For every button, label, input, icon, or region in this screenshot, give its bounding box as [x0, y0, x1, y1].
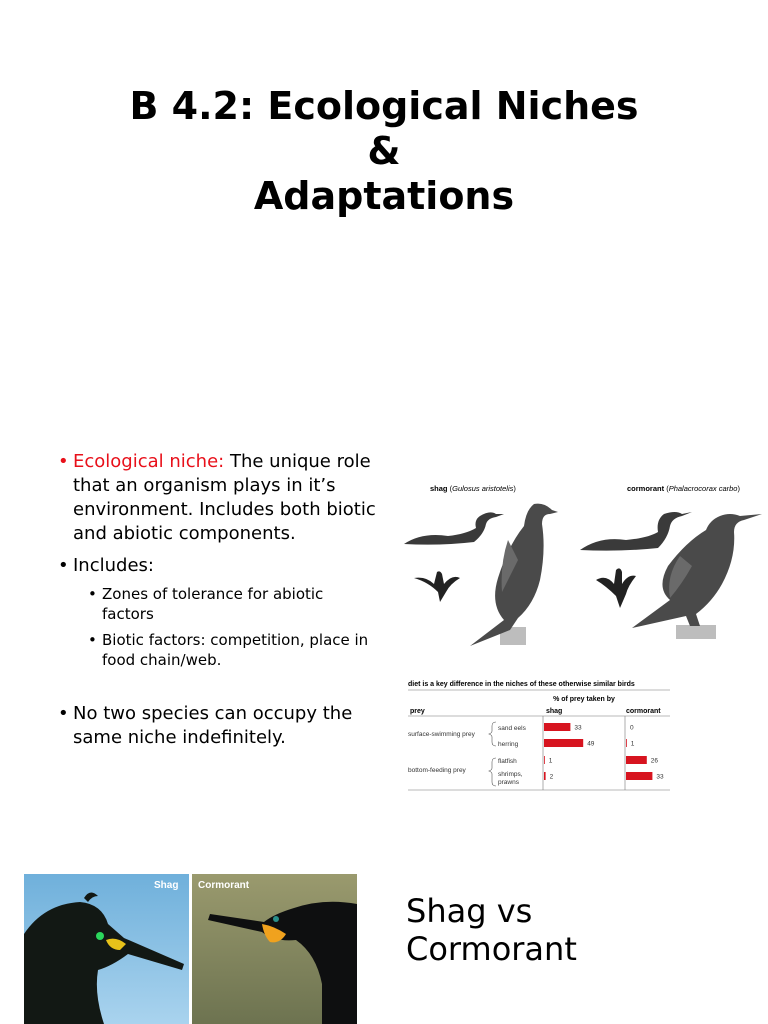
value-label-shag-herring: 49 [587, 740, 595, 748]
surface-group-brace [489, 722, 496, 746]
cormorant-latin: Phalacrocorax carbo [668, 484, 738, 493]
diet-chart-marks [498, 723, 664, 786]
cormorant-standing-illustration [632, 514, 762, 639]
shag-caption: shag (Gulosus aristotelis) [430, 484, 516, 493]
bar-cormorant-shrimps-prawns [626, 772, 652, 780]
bar-cormorant-herring [626, 739, 627, 747]
side-caption-line-1: Shag vs [406, 892, 533, 930]
definition-text: The unique role that an organism plays in it’s environment. Includes both biotic and abiotic components. [73, 451, 376, 544]
category-label-shrimps-prawns-2: prawns [498, 779, 519, 786]
sub-bullet-abiotic: • Zones of tolerance for abiotic factors [85, 584, 376, 624]
side-caption [406, 892, 577, 968]
cormorant-eye [273, 916, 279, 922]
title-line-2: & [367, 129, 401, 173]
value-label-cormorant-shrimps-prawns: 33 [656, 773, 664, 781]
category-label-sand-eels: sand eels [498, 725, 526, 732]
col-shag-header: shag [546, 708, 563, 715]
value-label-cormorant-herring: 1 [630, 740, 635, 748]
group-bottom-feeding-prey: bottom-feeding prey [408, 767, 466, 774]
slide-title [0, 84, 768, 219]
niche-figure [400, 480, 768, 800]
bullet-ecological-niche [56, 450, 376, 546]
category-label-herring: herring [498, 741, 519, 748]
shag-latin: Gulosus aristotelis [452, 484, 514, 493]
cormorant-swimming-illustration [580, 512, 692, 551]
bar-shag-flatfish [544, 756, 545, 764]
cormorant-flying-illustration [596, 568, 636, 608]
value-label-shag-shrimps-prawns: 2 [549, 773, 554, 781]
photo-divider [189, 874, 192, 1024]
bottom-group-brace [489, 758, 496, 786]
bullet-includes [56, 554, 376, 670]
col-prey-header: prey [410, 708, 425, 715]
shag-cormorant-photo-svg [24, 874, 357, 1024]
pct-header: % of prey taken by [553, 696, 615, 703]
shag-name: shag [430, 484, 448, 493]
sub-bullet-list [85, 584, 376, 670]
niche-figure-svg [400, 480, 768, 800]
photo-label-cormorant: Cormorant [198, 880, 250, 891]
table-caption: diet is a key difference in the niches of these otherwise similar birds [408, 681, 635, 688]
value-label-cormorant-sand-eels: 0 [630, 724, 634, 732]
shag-swimming-illustration [404, 512, 504, 544]
shag-cormorant-photo [24, 874, 357, 1024]
sub-bullet-biotic: • Biotic factors: competition, place in food chain/web. [85, 630, 376, 670]
bar-shag-sand-eels [544, 723, 570, 731]
cormorant-caption: cormorant (Phalacrocorax carbo) [627, 484, 740, 493]
cormorant-name: cormorant [627, 484, 665, 493]
value-label-cormorant-flatfish: 26 [650, 757, 659, 765]
value-label-shag-flatfish: 1 [548, 757, 553, 765]
bullet-list [56, 450, 376, 758]
bar-cormorant-flatfish [626, 756, 647, 764]
category-label-flatfish: flatfish [498, 758, 517, 765]
spacer [56, 678, 376, 702]
title-line-3: Adaptations [253, 174, 515, 218]
shag-flying-illustration [414, 571, 460, 602]
shag-eye [96, 932, 104, 940]
value-label-shag-sand-eels: 33 [574, 724, 582, 732]
side-caption-line-2: Cormorant [406, 930, 577, 968]
bullet-no-two-species: • No two species can occupy the same niche indefinitely. [56, 702, 376, 750]
col-cormorant-header: cormorant [626, 708, 661, 715]
group-surface-swimming-prey: surface-swimming prey [408, 731, 475, 738]
bar-shag-shrimps-prawns [544, 772, 546, 780]
photo-label-shag: Shag [154, 880, 179, 891]
category-label-shrimps-prawns-1: shrimps, [498, 771, 523, 778]
includes-label: Includes: [73, 555, 154, 576]
term-ecological-niche: Ecological niche: [73, 451, 225, 472]
title-line-1: B 4.2: Ecological Niches [129, 84, 639, 128]
bar-shag-herring [544, 739, 583, 747]
